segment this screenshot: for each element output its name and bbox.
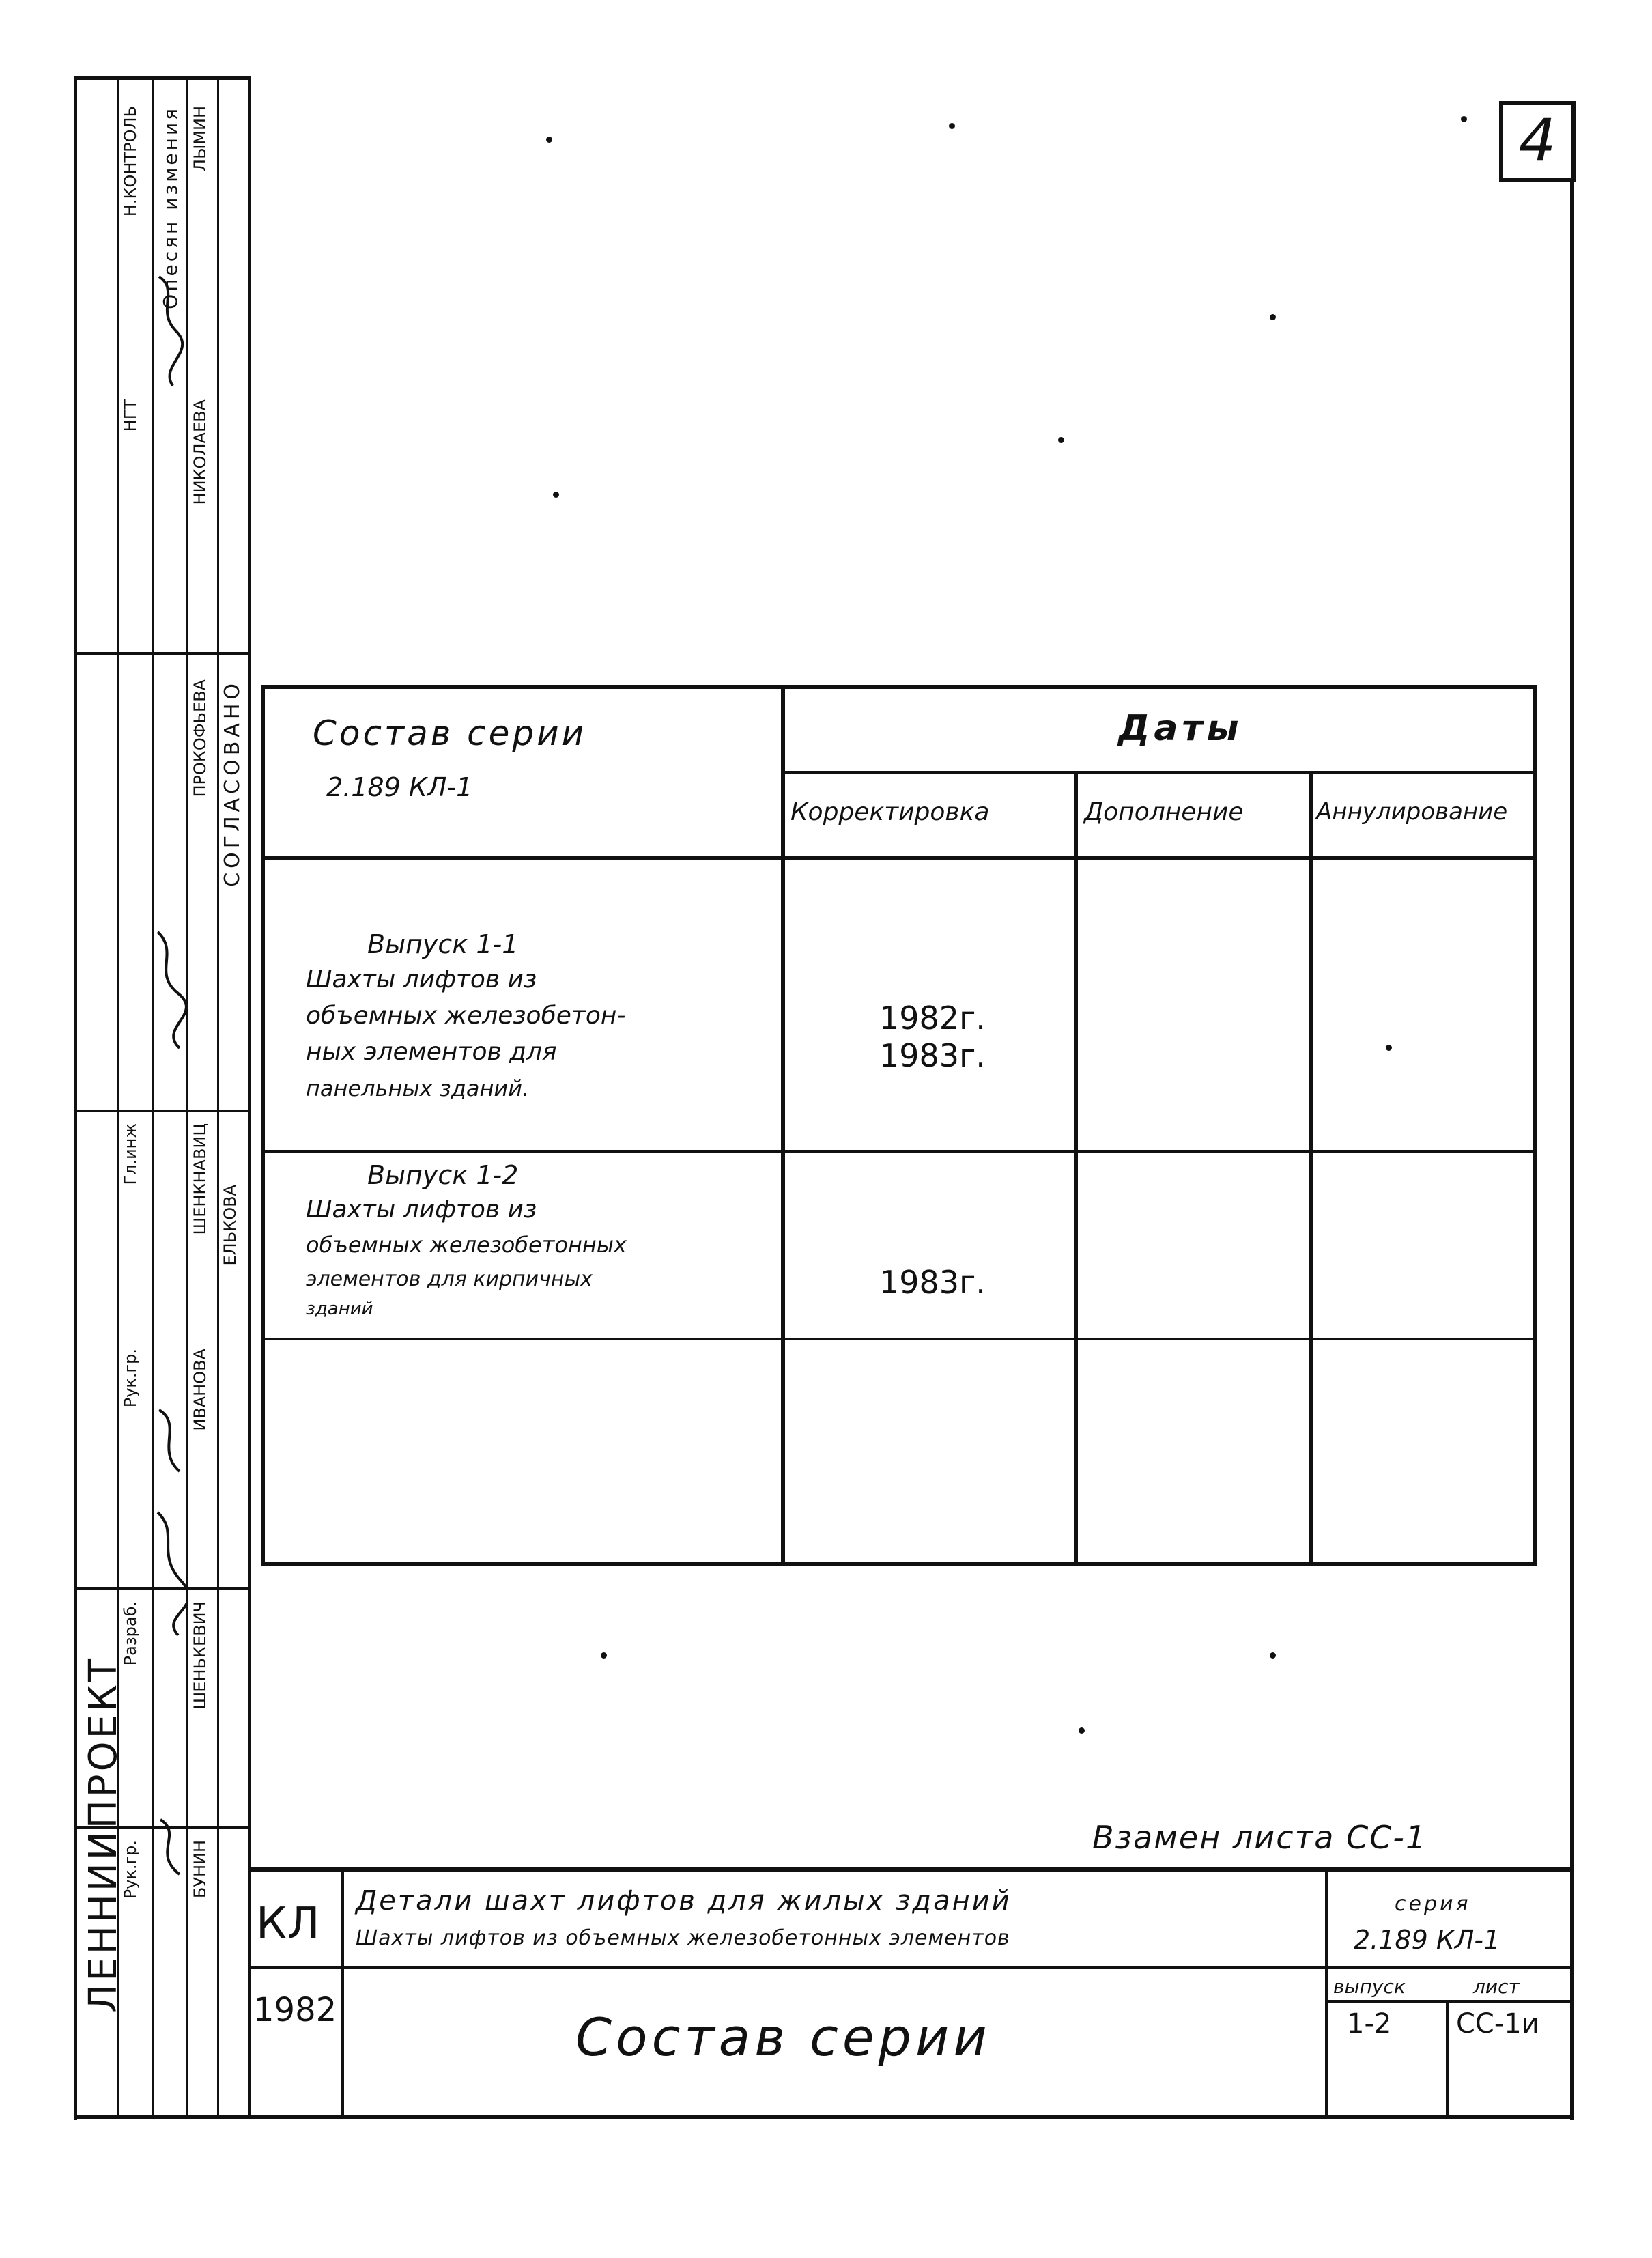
- series-code: 2.189 КЛ-1: [326, 772, 473, 802]
- issue-title: Выпуск 1-2: [367, 1160, 519, 1190]
- scan-speck: [1461, 116, 1467, 122]
- scan-speck: [1270, 314, 1276, 320]
- issue-desc: Шахты лифтов из: [306, 965, 537, 993]
- correction-date: 1982г.: [879, 1000, 986, 1036]
- stamp-role: Гл.инж: [121, 1123, 140, 1185]
- scan-speck: [949, 123, 955, 129]
- column-header-correction: Корректировка: [791, 798, 990, 826]
- column-header-cancel: Аннулирование: [1316, 798, 1508, 825]
- dates-header: Даты: [1118, 708, 1243, 749]
- sheet-number-box: [1499, 101, 1576, 182]
- sheet-value: СС-1и: [1456, 2008, 1539, 2040]
- year: 1982: [253, 1991, 337, 2029]
- changes-label: Опесян измения: [159, 106, 182, 309]
- series-value: 2.189 КЛ-1: [1354, 1925, 1500, 1955]
- stamp-name: НИКОЛАЕВА: [190, 399, 210, 505]
- sheet-label: лист: [1473, 1975, 1520, 1998]
- table-title: Состав серии: [313, 714, 587, 753]
- stamp-role: Рук.гр.: [121, 1349, 140, 1408]
- issue-desc: объемных железобетон-: [306, 1002, 626, 1030]
- left-stamp-strip: [77, 79, 251, 2115]
- stamp-name: ЛЫМИН: [190, 106, 210, 171]
- correction-date: 1983г.: [879, 1264, 986, 1301]
- composition-table: [261, 685, 1537, 1566]
- replaces-note: Взамен листа СС-1: [1092, 1819, 1427, 1856]
- issue-desc: панельных зданий.: [306, 1075, 530, 1101]
- issue-desc: элементов для кирпичных: [306, 1267, 593, 1291]
- scan-speck: [546, 137, 552, 143]
- issue-desc: ных элементов для: [306, 1038, 557, 1066]
- sheet-title: Состав серии: [575, 2007, 991, 2068]
- stamp-name: ШЕНКНАВИЦ: [190, 1123, 210, 1235]
- issue-desc: Шахты лифтов из: [306, 1196, 537, 1224]
- stamp-name: ПРОКОФЬЕВА: [190, 679, 210, 798]
- stamp-role: Рук.гр.: [121, 1840, 140, 1900]
- issue-title: Выпуск 1-1: [367, 929, 519, 959]
- column-header-addition: Дополнение: [1084, 798, 1244, 826]
- stamp-role: Разраб.: [121, 1601, 140, 1666]
- correction-date: 1983г.: [879, 1037, 986, 1074]
- issue-desc: объемных железобетонных: [306, 1232, 627, 1258]
- scan-speck: [1079, 1727, 1085, 1734]
- issue-desc: зданий: [306, 1299, 373, 1319]
- issue-label: выпуск: [1333, 1975, 1406, 1998]
- stamp-role: Н.КОНТРОЛЬ: [121, 106, 140, 217]
- doc-title-line1: Детали шахт лифтов для жилых зданий: [356, 1885, 1012, 1917]
- agreed-label: СОГЛАСОВАНО: [220, 679, 244, 887]
- stamp-name: БУНИН: [190, 1840, 210, 1899]
- handwritten-signatures: [152, 249, 186, 1888]
- frame-right-edge: [1570, 178, 1574, 2120]
- scan-speck: [1270, 1652, 1276, 1659]
- org-code: КЛ: [256, 1899, 320, 1949]
- org-name: ЛЕННИИПРОЕКТ: [81, 1656, 126, 2013]
- scan-speck: [1058, 437, 1064, 443]
- scan-speck: [601, 1652, 607, 1659]
- scan-speck: [1386, 1045, 1392, 1051]
- sheet-number: 4: [1518, 107, 1556, 175]
- scan-speck: [553, 492, 559, 498]
- issue-value: 1-2: [1347, 2008, 1392, 2040]
- series-label: серия: [1395, 1892, 1471, 1916]
- stamp-col-names: [186, 79, 219, 2115]
- stamp-name: ЕЛЬКОВА: [220, 1185, 240, 1266]
- title-block: [248, 1867, 1574, 2123]
- doc-title-line2: Шахты лифтов из объемных железобетонных элементов: [356, 1926, 1010, 1950]
- stamp-name: ШЕНЬКЕВИЧ: [190, 1601, 210, 1710]
- stamp-name: ИВАНОВА: [190, 1349, 210, 1431]
- stamp-role: НГТ: [121, 399, 140, 432]
